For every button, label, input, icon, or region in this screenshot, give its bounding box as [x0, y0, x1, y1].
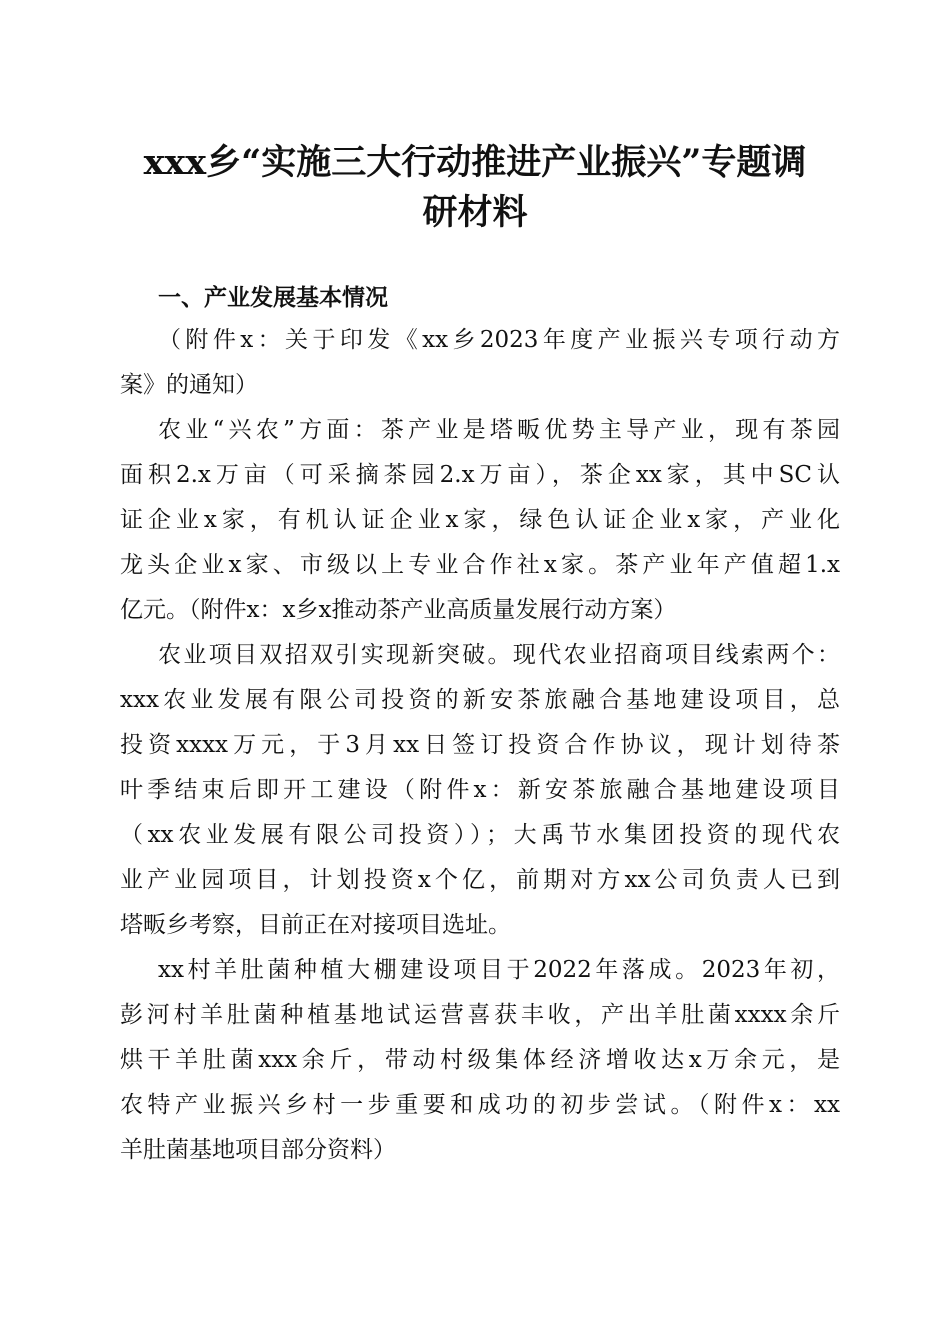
paragraph-line: 证企业x家，有机认证企业x家，绿色认证企业x家，产业化: [120, 507, 840, 533]
paragraph-line: （xx农业发展有限公司投资））；大禹节水集团投资的现代农: [120, 822, 840, 848]
paragraph-line: 农业项目双招双引实现新突破。现代农业招商项目线索两个：: [158, 642, 840, 668]
paragraph-line: 烘干羊肚菌xxx余斤，带动村级集体经济增收达x万余元，是: [120, 1047, 840, 1073]
paragraph-line: xxx农业发展有限公司投资的新安茶旅融合基地建设项目，总: [120, 687, 840, 713]
paragraph-line: xx村羊肚菌种植大棚建设项目于2022年落成。2023年初，: [158, 957, 840, 983]
paragraph-line: 彭河村羊肚菌种植基地试运营喜获丰收，产出羊肚菌xxxx余斤: [120, 1002, 840, 1028]
paragraph-line: 业产业园项目，计划投资x个亿，前期对方xx公司负责人已到: [120, 867, 840, 893]
paragraph-tea-industry: [120, 408, 840, 633]
paragraph-investment-projects: [120, 633, 840, 948]
paragraph-line: 案》的通知）: [120, 372, 258, 398]
paragraph-line: 叶季结束后即开工建设（附件x：新安茶旅融合基地建设项目: [120, 777, 840, 803]
paragraph-line: 塔畈乡考察，目前正在对接项目选址。: [120, 912, 511, 938]
paragraph-morel-project: [120, 948, 840, 1173]
paragraph-line: 农业“兴农”方面：茶产业是塔畈优势主导产业，现有茶园: [158, 417, 840, 443]
section-heading: 一、产业发展基本情况: [158, 285, 388, 311]
paragraph-attachment-note: [120, 318, 840, 408]
document-title: [100, 138, 850, 238]
paragraph-line: 农特产业振兴乡村一步重要和成功的初步尝试。（附件x：xx: [120, 1092, 840, 1118]
title-line: 研材料: [422, 192, 528, 233]
paragraph-line: （附件x：关于印发《xx乡2023年度产业振兴专项行动方: [158, 327, 840, 353]
paragraph-line: 投资xxxx万元，于3月xx日签订投资合作协议，现计划待茶: [120, 732, 840, 758]
title-line: xxx乡“实施三大行动推进产业振兴”专题调: [143, 142, 807, 183]
paragraph-line: 亿元。（附件x：x乡x推动茶产业高质量发展行动方案）: [120, 597, 677, 623]
paragraph-line: 面积2.x万亩（可采摘茶园2.x万亩），茶企xx家，其中SC认: [120, 462, 840, 488]
paragraph-line: 羊肚菌基地项目部分资料）: [120, 1137, 396, 1163]
paragraph-line: 龙头企业x家、市级以上专业合作社x家。茶产业年产值超1.x: [120, 552, 840, 578]
